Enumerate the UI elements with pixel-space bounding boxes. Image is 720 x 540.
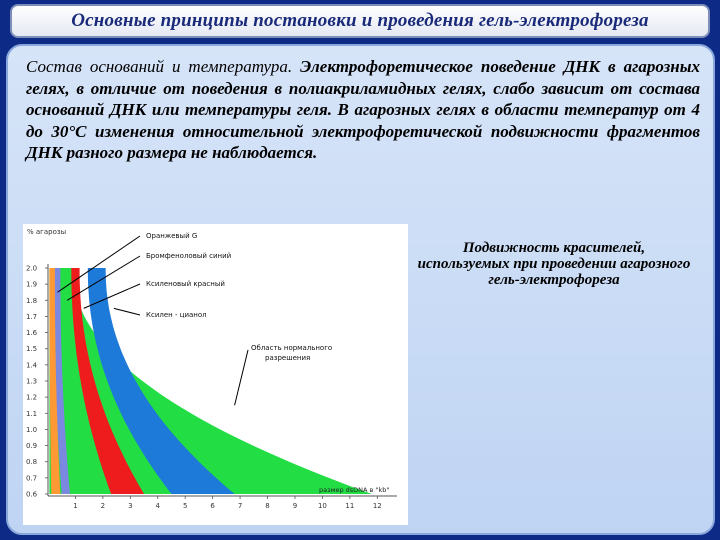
legend-label-2: Бромфеноловый синий <box>146 252 232 260</box>
legend-label-5: Область нормального разрешения <box>251 344 333 362</box>
x-tick-label: 4 <box>155 502 160 510</box>
y-tick-label: 1.7 <box>26 312 38 321</box>
y-tick-label: 1.6 <box>26 329 38 338</box>
legend-label-1: Оранжевый G <box>146 232 198 240</box>
x-tick-label: 3 <box>128 502 133 510</box>
x-tick-label: 12 <box>372 502 382 510</box>
x-tick-label: 5 <box>182 502 188 510</box>
legend-leader-line <box>235 350 248 405</box>
slide-title-bar <box>10 4 710 38</box>
content-panel <box>6 44 715 535</box>
y-tick-label: 1.8 <box>26 296 38 305</box>
legend-label-4: Ксилен - цианол <box>146 311 207 319</box>
legend-label-3: Ксиленовый красный <box>146 280 225 288</box>
legend-leader-line <box>114 308 140 315</box>
y-axis-label: % агарозы <box>27 228 67 236</box>
y-tick-label: 1.4 <box>26 361 38 370</box>
main-paragraph <box>26 56 700 164</box>
y-tick-label: 0.7 <box>26 474 38 483</box>
slide-title: Основные принципы постановки и проведения гель-электрофореза <box>71 10 649 31</box>
x-tick-label: 1 <box>73 502 78 510</box>
y-tick-label: 0.6 <box>26 490 38 499</box>
y-tick-label: 1.2 <box>26 393 38 402</box>
x-tick-label: 8 <box>265 502 270 510</box>
x-tick-label: 2 <box>100 502 106 510</box>
paragraph-lead: Состав оснований и температура. <box>26 57 293 76</box>
dye-mobility-chart <box>23 224 408 525</box>
y-tick-label: 1.5 <box>26 345 38 354</box>
y-tick-label: 2.0 <box>26 264 38 273</box>
x-tick-label: 9 <box>292 502 298 510</box>
y-tick-label: 1.3 <box>26 377 38 386</box>
y-tick-label: 0.8 <box>26 458 38 467</box>
y-tick-label: 0.9 <box>26 442 38 451</box>
chart-svg <box>23 224 408 525</box>
y-tick-label: 1.9 <box>26 280 38 289</box>
x-tick-label: 11 <box>345 502 355 510</box>
x-tick-label: 6 <box>210 502 215 510</box>
x-tick-label: 7 <box>237 502 243 510</box>
figure-caption: Подвижность красителей, используемых при проведении агарозного гель-электрофореза <box>417 240 691 288</box>
paragraph-body: Электрофоретическое поведение ДНК в агарозных гелях, в отличие от поведения в полиакриламидных гелях, слабо зависит от состава оснований ДНК или температуры геля. В агарозных гелях в области температур от 4 до 30°С изменения относительной электрофоретической подвижности фрагментов ДНК разного размера не наблюдается. <box>26 57 700 163</box>
y-tick-label: 1.0 <box>26 425 38 434</box>
x-tick-label: 10 <box>317 502 327 510</box>
y-tick-label: 1.1 <box>26 409 38 418</box>
x-axis-label: размер dsDNA в "kb" <box>319 486 390 494</box>
